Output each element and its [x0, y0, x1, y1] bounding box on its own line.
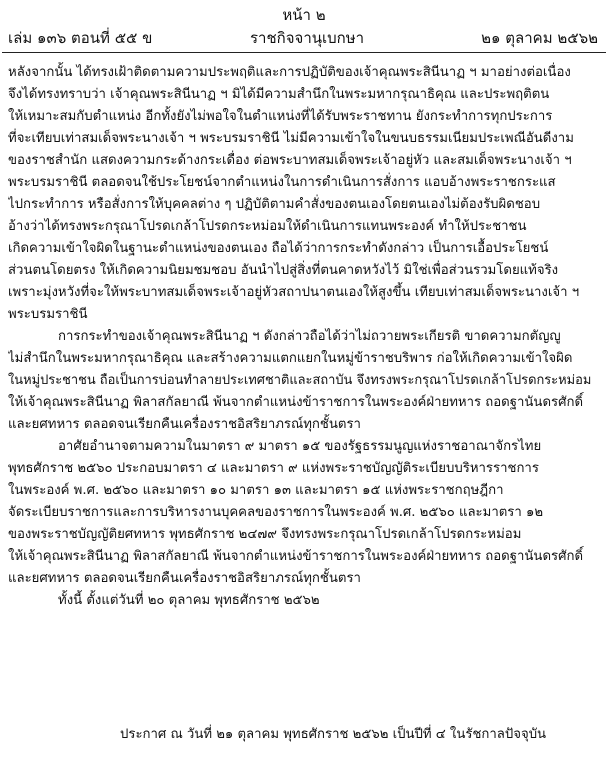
text-line: ที่จะเทียบเท่าสมเด็จพระนางเจ้า ฯ พระบรมราชินี ไม่มีความเข้าใจในขนบธรรมเนียมประเพณีอันดีงาม	[8, 131, 574, 146]
paragraph-start-line: การกระทำของเจ้าคุณพระสินีนาฏ ฯ ดังกล่าวถือได้ว่าไม่ถวายพระเกียรติ ขาดความกตัญญู	[58, 329, 561, 344]
text-line: หลังจากนั้น ได้ทรงเฝ้าติดตามความประพฤติและการปฏิบัติของเจ้าคุณพระสินีนาฏ ฯ มาอย่างต่อเนื่อง	[8, 65, 571, 80]
volume-info: เล่ม ๑๓๖ ตอนที่ ๕๕ ข	[8, 29, 153, 47]
proclamation-line: ประกาศ ณ วันที่ ๒๑ ตุลาคม พุทธศักราช ๒๕๖๒ เป็นปีที่ ๔ ในรัชกาลปัจจุบัน	[120, 727, 547, 742]
text-line: ในพระองค์ พ.ศ. ๒๕๖๐ และมาตรา ๑๐ มาตรา ๑๓ และมาตรา ๑๕ แห่งพระราชกฤษฎีกา	[8, 483, 504, 498]
text-line: จัดระเบียบราชการและการบริหารงานบุคคลของราชการในพระองค์ พ.ศ. ๒๕๖๐ และมาตรา ๑๒	[8, 505, 544, 520]
effective-date-line: ทั้งนี้ ตั้งแต่วันที่ ๒๐ ตุลาคม พุทธศักราช ๒๕๖๒	[58, 593, 320, 608]
publication-name: ราชกิจจานุเบกษา	[250, 29, 365, 47]
paragraph-start-line: อาศัยอำนาจตามความในมาตรา ๙ มาตรา ๑๕ ของรัฐธรรมนูญแห่งราชอาณาจักรไทย	[58, 439, 542, 454]
text-line: ของราชสำนัก แสดงความกระด้างกระเดื่อง ต่อพระบาทสมเด็จพระเจ้าอยู่หัว และสมเด็จพระนางเจ้า ฯ	[8, 153, 572, 168]
gazette-header	[8, 28, 598, 48]
text-line: ของพระราชบัญญัติยศทหาร พุทธศักราช ๒๔๗๙ จึงทรงพระกรุณาโปรดเกล้าโปรดกระหม่อม	[8, 527, 522, 542]
page-number: หน้า ๒	[282, 6, 326, 24]
text-line: ไปกระทำการ หรือสั่งการให้บุคคลต่าง ๆ ปฏิบัติตามคำสั่งของตนเองโดยตนเองไม่ต้องรับผิดชอบ	[8, 197, 541, 212]
text-line: ให้เหมาะสมกับตำแหน่ง อีกทั้งยังไม่พอใจในตำแหน่งที่ได้รับพระราชทาน ยังกระทำการทุกประการ	[8, 109, 553, 124]
text-line: เพราะมุ่งหวังที่จะให้พระบาทสมเด็จพระเจ้าอยู่หัวสถาปนาตนเองให้สูงขึ้น เทียบเท่าสมเด็จพระนางเจ้า ฯ	[8, 285, 580, 300]
text-line: พระบรมราชินี	[8, 307, 88, 322]
text-line: เกิดความเข้าใจผิดในฐานะตำแหน่งของตนเอง ถือได้ว่าการกระทำดังกล่าว เป็นการเอื้อประโยชน์	[8, 241, 549, 256]
text-line: ในหมู่ประชาชน ถือเป็นการบ่อนทำลายประเทศชาติและสถาบัน จึงทรงพระกรุณาโปรดเกล้าโปรดกระหม่อม	[8, 373, 592, 388]
text-line: และยศทหาร ตลอดจนเรียกคืนเครื่องราชอิสริยาภรณ์ทุกชั้นตรา	[8, 571, 361, 586]
document-body	[8, 62, 598, 612]
publication-date: ๒๑ ตุลาคม ๒๕๖๒	[481, 29, 598, 47]
text-line: และยศทหาร ตลอดจนเรียกคืนเครื่องราชอิสริยาภรณ์ทุกชั้นตรา	[8, 417, 361, 432]
header-divider	[2, 52, 606, 53]
text-line: ส่วนตนโดยตรง ให้เกิดความนิยมชมชอบ อันนำไปสู่สิ่งที่ตนคาดหวังไว้ มิใช่เพื่อส่วนรวมโดยแท้จริง	[8, 263, 559, 278]
text-line: ให้เจ้าคุณพระสินีนาฏ พิลาสกัลยาณี พ้นจากตำแหน่งข้าราชการในพระองค์ฝ่ายทหาร ถอดฐานันดรศักดิ์	[8, 395, 584, 410]
text-line: อ้างว่าได้ทรงพระกรุณาโปรดเกล้าโปรดกระหม่อมให้ดำเนินการแทนพระองค์ ทำให้ประชาชน	[8, 219, 527, 234]
text-line: พระบรมราชินี ตลอดจนใช้ประโยชน์จากตำแหน่งในการดำเนินการสั่งการ แอบอ้างพระราชกระแส	[8, 175, 556, 190]
text-line: จึงได้ทรงทราบว่า เจ้าคุณพระสินีนาฏ ฯ มิได้มีความสำนึกในพระมหากรุณาธิคุณ และประพฤติตน	[8, 87, 550, 102]
text-line: ให้เจ้าคุณพระสินีนาฏ พิลาสกัลยาณี พ้นจากตำแหน่งข้าราชการในพระองค์ฝ่ายทหาร ถอดฐานันดรศักดิ์	[8, 549, 584, 564]
text-line: ไม่สำนึกในพระมหากรุณาธิคุณ และสร้างความแตกแยกในหมู่ข้าราชบริพาร ก่อให้เกิดความเข้าใจผิด	[8, 351, 573, 366]
text-line: พุทธศักราช ๒๕๖๐ ประกอบมาตรา ๔ และมาตรา ๙ แห่งพระราชบัญญัติระเบียบบริหารราชการ	[8, 461, 539, 476]
